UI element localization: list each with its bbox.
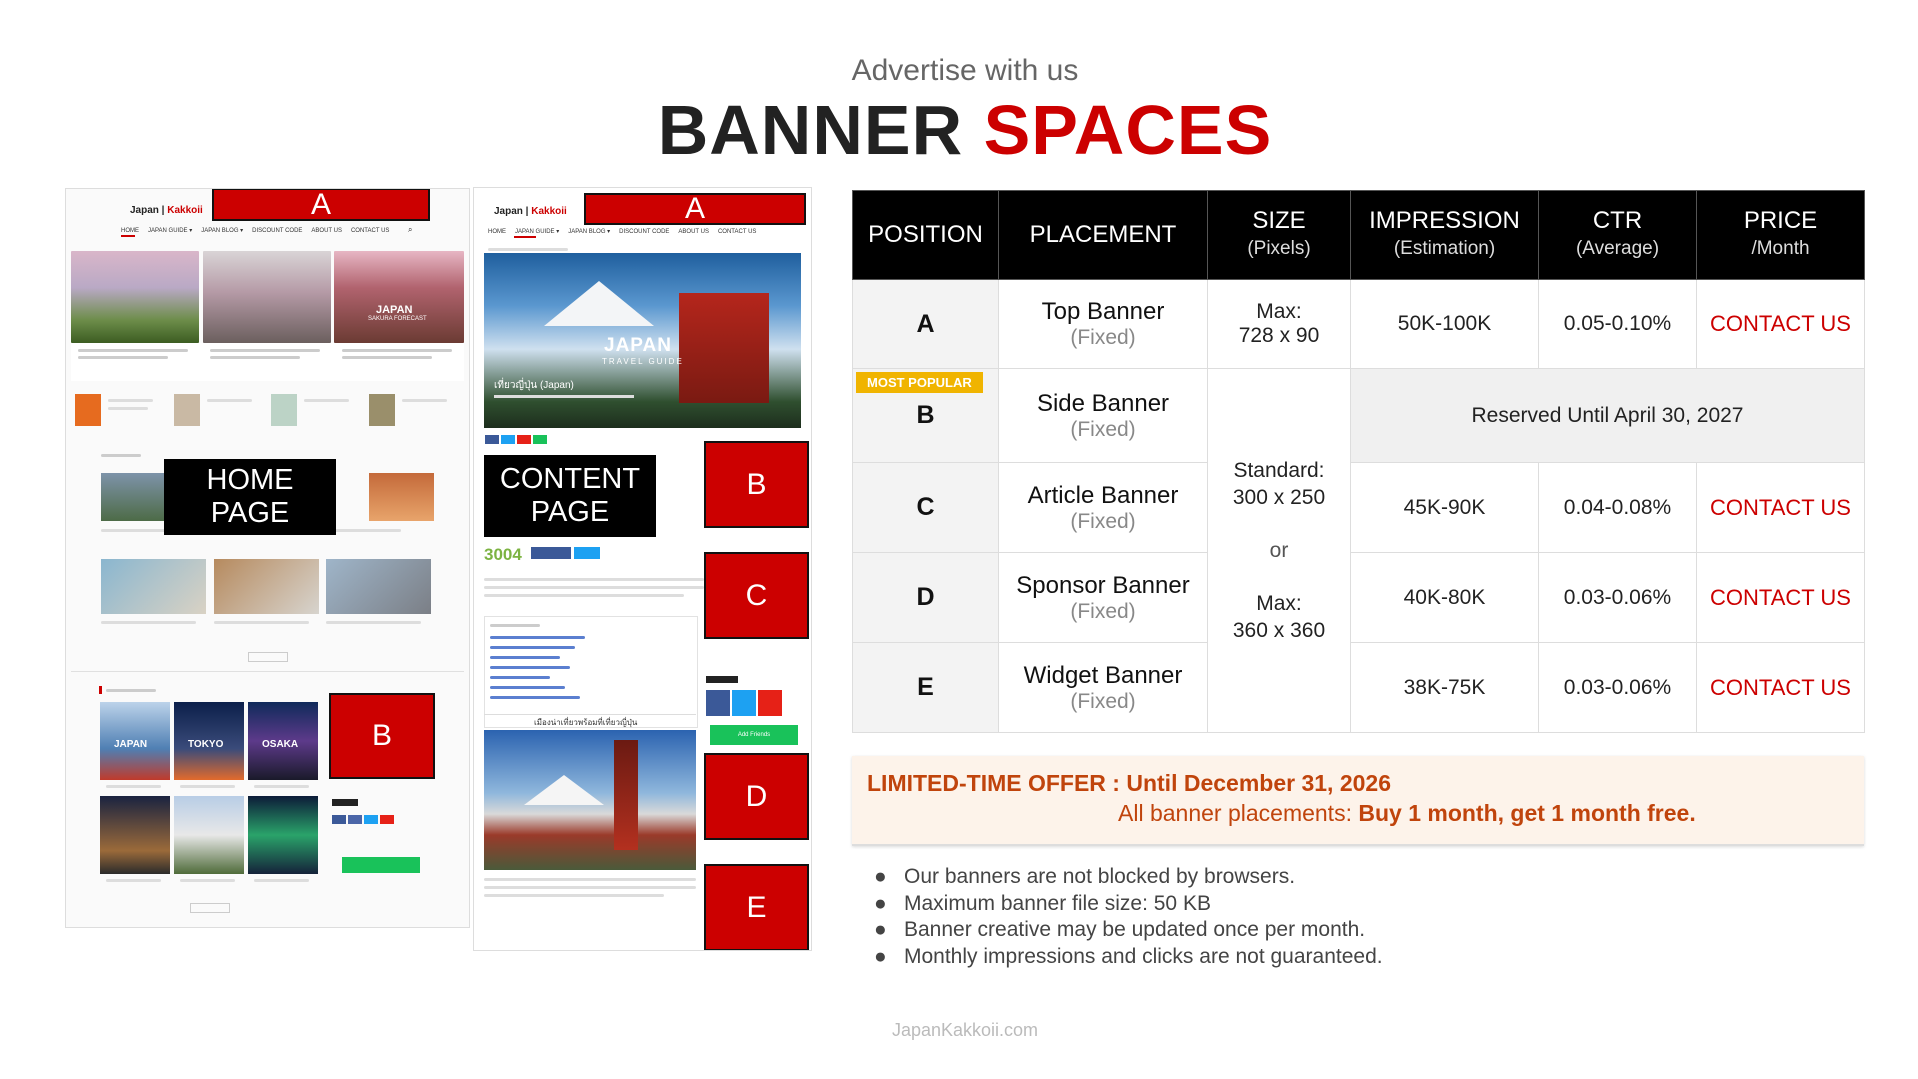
price-e[interactable] [1697, 643, 1865, 733]
position-c: C [853, 463, 999, 553]
table-row-b [853, 369, 1865, 463]
content-section-heading: เมืองน่าเที่ยวพร้อมที่เที่ยวญี่ปุ่น [534, 718, 638, 727]
table-header-row [853, 191, 1865, 280]
position-d: D [853, 553, 999, 643]
content-hero-title: JAPAN [604, 335, 672, 356]
impression-d: 40K-80K [1351, 553, 1539, 643]
note-item: ● Maximum banner file size: 50 KB [874, 891, 1211, 915]
guide-tokyo-label: TOKYO [188, 739, 224, 750]
content-image-2 [484, 730, 696, 870]
placement-d: Sponsor Banner (Fixed) [999, 553, 1208, 643]
ctr-d: 0.03-0.06% [1539, 553, 1697, 643]
offer-title: LIMITED-TIME OFFER : Until December 31, 2026 [867, 770, 1391, 796]
page-title [0, 90, 1918, 170]
share-count: 3004 [484, 545, 522, 564]
content-page-mockup [473, 187, 812, 951]
impression-a: 50K-100K [1351, 280, 1539, 369]
header-impression: IMPRESSION (Estimation) [1351, 191, 1539, 280]
header-ctr: CTR (Average) [1539, 191, 1697, 280]
placement-b: Side Banner (Fixed) [999, 369, 1208, 463]
guide-osaka-label: OSAKA [262, 739, 299, 750]
banner-b-home: B [329, 693, 435, 779]
home-page-mockup: Japan | Kakkoii HOME JAPAN GUIDE ▾ JAPAN BLOG ▾ DISCOUNT CODE ABOUT US CONTACT US ⌕ JAPAN SAKURA FORECAST JAPAN TOKYO OSAKA A B HOME PAGE [65, 188, 470, 928]
most-popular-badge: MOST POPULAR [856, 372, 983, 393]
title-red-word: SPACES [983, 91, 1273, 169]
ctr-e: 0.03-0.06% [1539, 643, 1697, 733]
ctr-a: 0.05-0.10% [1539, 280, 1697, 369]
ctr-c: 0.04-0.08% [1539, 463, 1697, 553]
impression-e: 38K-75K [1351, 643, 1539, 733]
placement-e: Widget Banner (Fixed) [999, 643, 1208, 733]
contact-us-link[interactable]: CONTACT US [1710, 494, 1851, 520]
content-logo: Japan | Kakkoii [494, 206, 567, 217]
line-add-friends[interactable] [342, 857, 420, 873]
banner-c-content: C [704, 552, 809, 639]
content-line-add-friends[interactable]: Add Friends [710, 725, 798, 745]
banner-a-content: A [584, 193, 806, 225]
position-a: A [853, 280, 999, 369]
home-logo: Japan | Kakkoii [130, 205, 203, 216]
banner-b-content: B [704, 441, 809, 528]
offer-details: All banner placements: Buy 1 month, get 1 month free. [1118, 800, 1696, 826]
content-nav: HOME JAPAN GUIDE ▾ JAPAN BLOG ▾ DISCOUNT CODE ABOUT US CONTACT US [488, 229, 757, 235]
limited-offer-box [852, 756, 1864, 846]
guide-japan-label: JAPAN [114, 739, 148, 750]
table-row-c [853, 463, 1865, 553]
hero-image-2 [203, 251, 331, 343]
contact-us-link[interactable]: CONTACT US [1710, 674, 1851, 700]
pricing-table [852, 190, 1865, 733]
home-nav: HOME JAPAN GUIDE ▾ JAPAN BLOG ▾ DISCOUNT CODE ABOUT US CONTACT US [121, 228, 390, 234]
footer-site-name: JapanKakkoii.com [891, 1020, 1039, 1040]
price-a[interactable] [1697, 280, 1865, 369]
content-hero-image [484, 253, 801, 428]
header-price: PRICE /Month [1697, 191, 1865, 280]
content-page-label: CONTENT PAGE [484, 455, 656, 537]
hero-image-1 [71, 251, 199, 343]
position-b: MOST POPULAR B [853, 369, 999, 463]
title-black-word: BANNER [657, 91, 964, 169]
banner-a-home: A [212, 188, 430, 221]
header-position: POSITION [853, 191, 999, 280]
page-subtitle: Advertise with us [851, 54, 1079, 87]
price-d[interactable] [1697, 553, 1865, 643]
home-page-label: HOME PAGE [164, 459, 336, 535]
reserved-b: Reserved Until April 30, 2027 [1351, 369, 1865, 463]
note-item: ● Banner creative may be updated once per month. [874, 918, 1366, 941]
content-hero-heading: เที่ยวญี่ปุ่น (Japan) [494, 380, 574, 391]
impression-c: 45K-90K [1351, 463, 1539, 553]
notes-list [874, 864, 1383, 970]
size-a: Max: 728 x 90 [1208, 280, 1351, 369]
note-item: ● Monthly impressions and clicks are not guaranteed. [874, 944, 1383, 968]
placement-a: Top Banner (Fixed) [999, 280, 1208, 369]
content-hero-sub: TRAVEL GUIDE [602, 357, 684, 366]
banner-e-content: E [704, 864, 809, 951]
contact-us-link[interactable]: CONTACT US [1710, 311, 1851, 336]
hero-overlay-sub: SAKURA FORECAST [368, 316, 427, 322]
banner-d-content: D [704, 753, 809, 840]
size-shared: Standard: 300 x 250 or Max: 360 x 360 [1208, 369, 1351, 733]
position-e: E [853, 643, 999, 733]
contact-us-link[interactable]: CONTACT US [1710, 584, 1851, 610]
hero-image-3 [334, 251, 464, 343]
table-row-e [853, 643, 1865, 733]
price-c[interactable] [1697, 463, 1865, 553]
hero-overlay-text: JAPAN [376, 304, 413, 316]
note-item: ● Our banners are not blocked by browsers. [874, 865, 1296, 888]
header-placement: PLACEMENT [999, 191, 1208, 280]
table-row-d [853, 553, 1865, 643]
table-row-a [853, 280, 1865, 369]
placement-c: Article Banner (Fixed) [999, 463, 1208, 553]
header-size: SIZE (Pixels) [1208, 191, 1351, 280]
